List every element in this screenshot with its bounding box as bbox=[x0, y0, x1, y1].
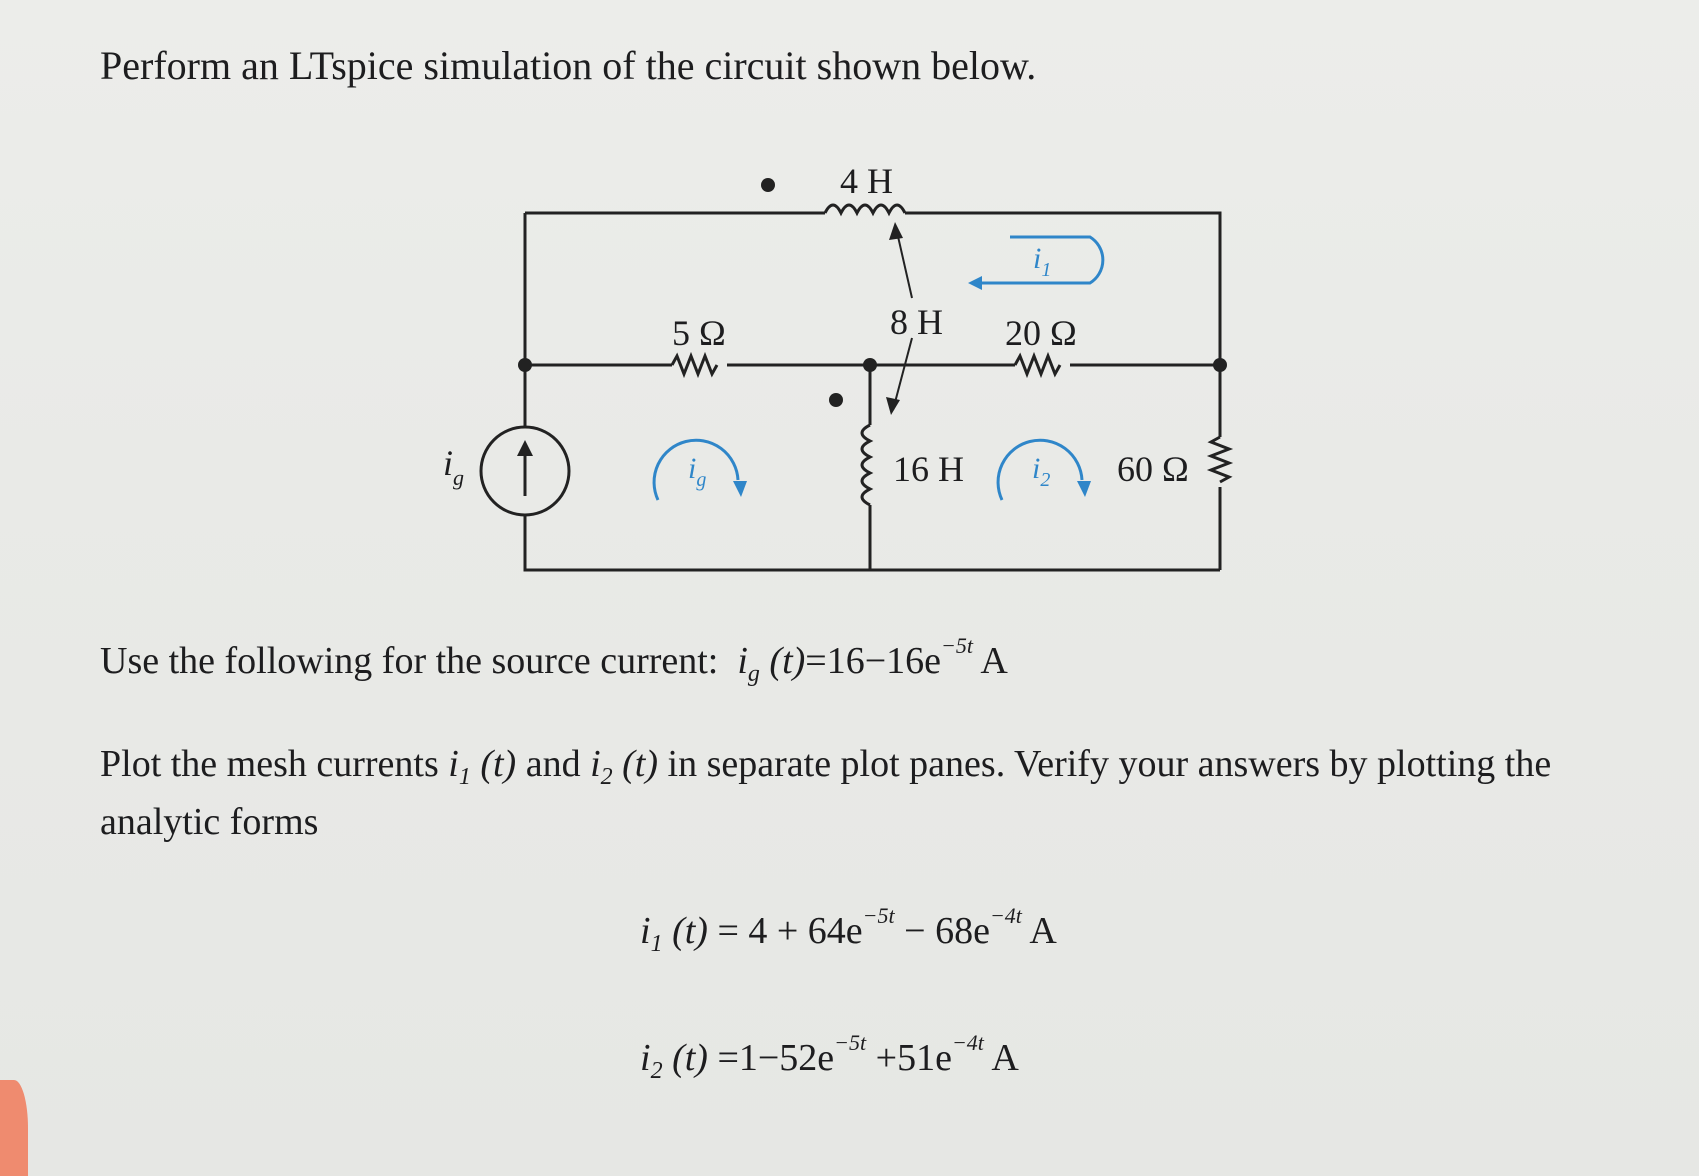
ig-arrowhead-icon bbox=[733, 481, 747, 497]
i2-arrowhead-icon bbox=[1077, 481, 1091, 497]
i1-arrowhead-icon bbox=[968, 276, 982, 290]
eq2-unit: A bbox=[991, 1037, 1019, 1079]
label-60ohm: 60 Ω bbox=[1117, 449, 1189, 489]
source-arrow-icon bbox=[517, 440, 533, 456]
eq2-sub: 2 bbox=[650, 1058, 663, 1084]
source-eq: =16−16e bbox=[805, 640, 942, 682]
eq2-var: i bbox=[640, 1037, 651, 1079]
eq2-exp1: −5t bbox=[834, 1030, 867, 1055]
source-var-sub: g bbox=[747, 661, 760, 687]
label-mesh-ig: $i_g$ bbox=[688, 452, 707, 491]
label-16h: 16 H bbox=[893, 449, 964, 489]
problem-title: Perform an LTspice simulation of the circuit shown below. bbox=[100, 43, 1037, 88]
eq2-exp2: −4t bbox=[951, 1030, 984, 1055]
plot-instruction-line-1 bbox=[100, 742, 1551, 791]
inductor-16h bbox=[862, 425, 870, 505]
plot-i1-sub: 1 bbox=[458, 764, 471, 790]
eq1-term1: = 4 + 64e bbox=[717, 910, 863, 952]
source-arg: (t) bbox=[769, 640, 806, 682]
eq2-term2: +51e bbox=[866, 1037, 952, 1079]
plot-i1: i bbox=[448, 743, 459, 785]
equation-i2 bbox=[640, 1030, 1019, 1085]
plot-part2: in separate plot panes. Verify your answers by plotting the bbox=[667, 743, 1552, 785]
plot-part1: Plot the mesh currents bbox=[100, 743, 439, 785]
resistor-5 bbox=[672, 356, 717, 374]
eq1-sub: 1 bbox=[650, 931, 663, 957]
label-4h: 4 H bbox=[840, 161, 893, 201]
mutual-down-arrow-icon bbox=[886, 397, 900, 415]
label-5ohm: 5 Ω bbox=[672, 313, 726, 353]
dot-4h bbox=[761, 178, 775, 192]
source-var: i bbox=[737, 640, 748, 682]
plot-instruction-line-2: analytic forms bbox=[100, 801, 319, 843]
source-exp: −5t bbox=[941, 633, 973, 658]
eq1-term2: − 68e bbox=[894, 910, 990, 952]
eq1-var: i bbox=[640, 910, 651, 952]
dot-16h bbox=[829, 393, 843, 407]
label-mesh-i2: $i_2$ bbox=[1032, 452, 1051, 491]
page-edge-shadow bbox=[0, 1080, 28, 1176]
source-line-prefix: Use the following for the source current: bbox=[100, 640, 719, 682]
source-current-line bbox=[100, 633, 1008, 688]
resistor-60 bbox=[1211, 437, 1229, 482]
eq1-exp1: −5t bbox=[862, 903, 895, 928]
plot-i2: i bbox=[590, 743, 601, 785]
label-mesh-i1: $i_1$ bbox=[1033, 242, 1052, 281]
plot-and: and bbox=[525, 743, 581, 785]
eq1-exp2: −4t bbox=[989, 903, 1022, 928]
inductor-4h bbox=[825, 205, 905, 213]
plot-i2-sub: 2 bbox=[600, 764, 613, 790]
plot-arg1: (t) bbox=[480, 743, 517, 785]
label-source: $i_g$ bbox=[443, 443, 465, 490]
eq2-term1: =1−52e bbox=[717, 1037, 835, 1079]
mutual-up-arrow-icon bbox=[889, 222, 903, 240]
eq2-arg: (t) bbox=[672, 1037, 708, 1079]
resistor-20 bbox=[1015, 356, 1060, 374]
label-20ohm: 20 Ω bbox=[1005, 313, 1077, 353]
circuit-wires bbox=[481, 205, 1229, 570]
equation-i1 bbox=[640, 903, 1057, 958]
label-8h: 8 H bbox=[890, 302, 943, 342]
eq1-unit: A bbox=[1029, 910, 1057, 952]
eq1-arg: (t) bbox=[672, 910, 708, 952]
source-unit: A bbox=[980, 640, 1008, 682]
plot-arg2: (t) bbox=[622, 743, 659, 785]
